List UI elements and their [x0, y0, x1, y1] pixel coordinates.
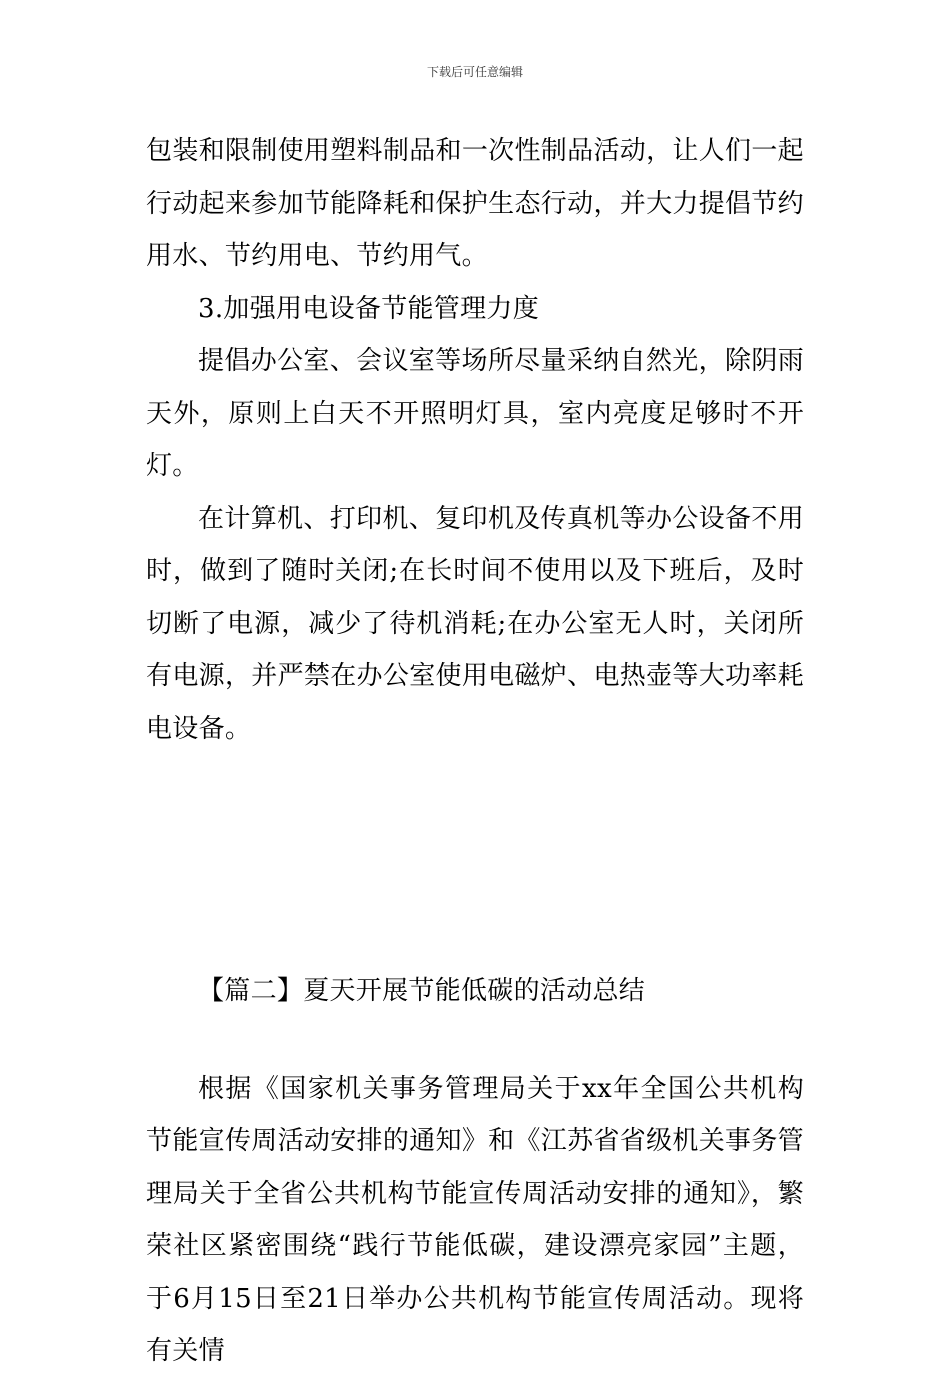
- paragraph-section2-intro: 根据《国家机关事务管理局关于xx年全国公共机构节能宣传周活动安排的通知》和《江苏省省级机关事务管理局关于全省公共机构节能宣传周活动安排的通知》，繁荣社区紧密围绕“践行节能低碳，建设漂亮家园”主题，于6月15日至21日举办公共机构节能宣传周活动。现将有关情: [146, 1073, 804, 1366]
- paragraph-office-equipment: 在计算机、打印机、复印机及传真机等办公设备不用时，做到了随时关闭;在长时间不使用以及下班后，及时切断了电源，减少了待机消耗;在办公室无人时，关闭所有电源，并严禁在办公室使用电磁炉、电热壶等大功率耗电设备。: [146, 503, 804, 744]
- document-body: [146, 125, 804, 1378]
- heading-spacer: [146, 1018, 804, 1063]
- page-header-note: 下载后可任意编辑: [426, 65, 523, 79]
- paragraph-lighting: 提倡办公室、会议室等场所尽量采纳自然光，除阴雨天外，原则上白天不开照明灯具，室内亮度足够时不开灯。: [146, 346, 804, 481]
- paragraph-continuation: 包装和限制使用塑料制品和一次性制品活动，让人们一起行动起来参加节能降耗和保护生态行动，并大力提倡节约用水、节约用电、节约用气。: [146, 136, 804, 271]
- section-spacer: [146, 755, 804, 965]
- subheading-3: 3.加强用电设备节能管理力度: [198, 293, 540, 324]
- section-heading: 【篇二】夏天开展节能低碳的活动总结: [198, 976, 646, 1006]
